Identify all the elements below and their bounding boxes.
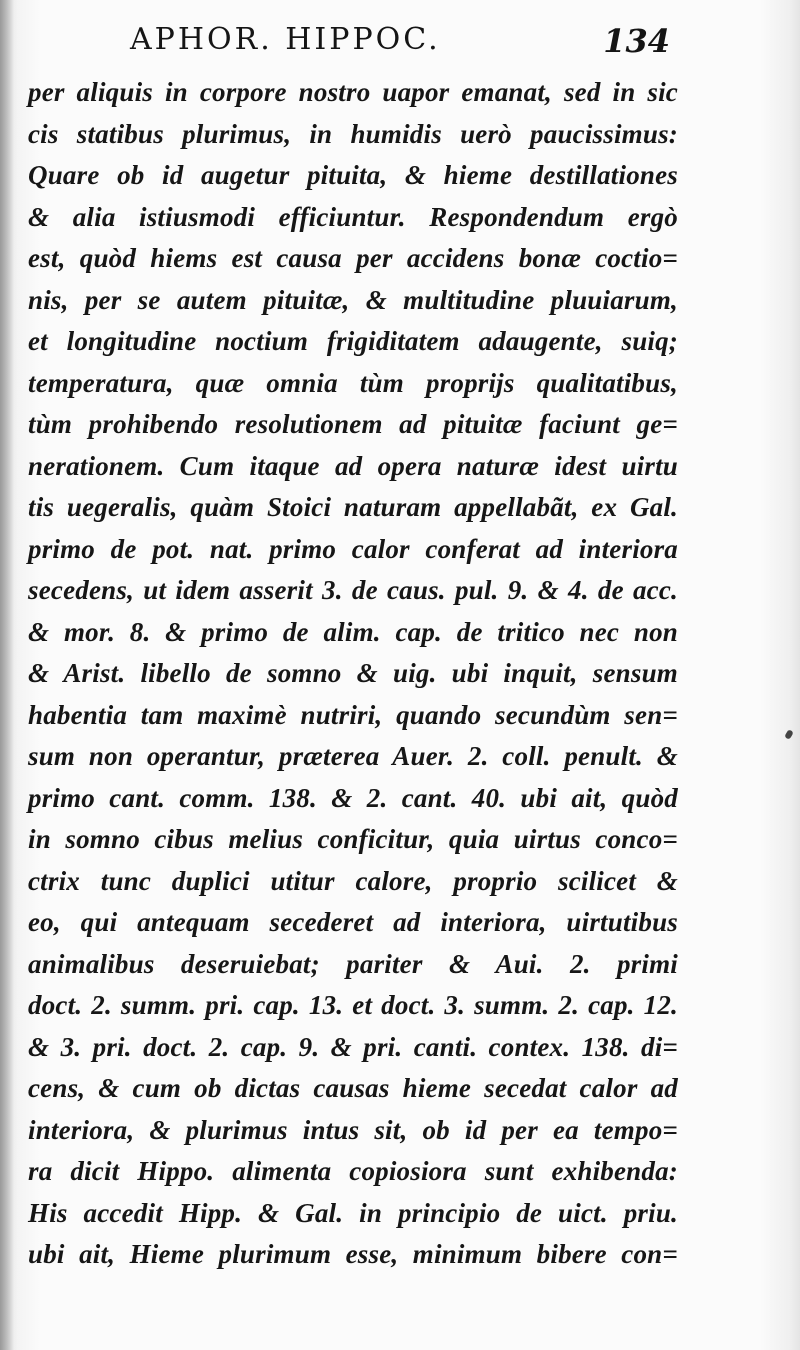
text-line: interiora, & plurimus intus sit, ob id per ea tempo= — [28, 1114, 678, 1145]
text-line: secedens, ut idem asserit 3. de caus. pul. 9. & 4. de acc. — [28, 575, 678, 605]
text-line: in somno cibus melius conficitur, quia uirtus conco= — [28, 824, 678, 854]
running-head: APHOR. HIPPOC. — [130, 22, 441, 57]
text-line: sum non operantur, præterea Auer. 2. coll. penult. & — [28, 741, 678, 771]
margin-ink-spot — [784, 729, 794, 740]
text-line: temperatura, quæ omnia tùm proprijs qualitatibus, — [28, 367, 678, 398]
text-line: doct. 2. summ. pri. cap. 13. et doct. 3. summ. 2. cap. 12. — [28, 990, 678, 1020]
text-line: tùm prohibendo resolutionem ad pituitæ faciunt ge= — [28, 409, 678, 439]
text-line: nerationem. Cum itaque ad opera naturæ idest uirtu — [28, 450, 678, 481]
page-header — [130, 22, 670, 68]
text-line: nis, per se autem pituitæ, & multitudine pluuiarum, — [28, 284, 678, 315]
text-line: & Arist. libello de somno & uig. ubi inquit, sensum — [28, 658, 678, 688]
text-line: per aliquis in corpore nostro uapor emanat, sed in sic — [28, 77, 678, 107]
text-line: His accedit Hipp. & Gal. in principio de uict. priu. — [28, 1197, 678, 1228]
text-line: cens, & cum ob dictas causas hieme secedat calor ad — [28, 1073, 678, 1103]
text-line: & 3. pri. doct. 2. cap. 9. & pri. canti. contex. 138. di= — [28, 1031, 678, 1062]
text-line: ctrix tunc duplici utitur calore, proprio scilicet & — [28, 865, 678, 896]
text-line: habentia tam maximè nutriri, quando secundùm sen= — [28, 699, 678, 730]
text-line: & mor. 8. & primo de alim. cap. de tritico nec non — [28, 616, 678, 647]
text-line: eo, qui antequam secederet ad interiora, uirtutibus — [28, 907, 678, 937]
text-line: ra dicit Hippo. alimenta copiosiora sunt exhibenda: — [28, 1156, 678, 1186]
text-line: & alia istiusmodi efficiuntur. Respondendum ergò — [28, 201, 678, 232]
gutter-shadow — [0, 0, 14, 1350]
text-line: ubi ait, Hieme plurimum esse, minimum bibere con= — [28, 1239, 678, 1269]
page-number: 134 — [603, 22, 670, 60]
text-line: cis statibus plurimus, in humidis uerò paucissimus: — [28, 118, 678, 149]
text-line: et longitudine noctium frigiditatem adaugente, suiq; — [28, 326, 678, 356]
text-line: Quare ob id augetur pituita, & hieme destillationes — [28, 160, 678, 190]
body-text — [28, 72, 678, 1276]
text-line: animalibus deseruiebat; pariter & Aui. 2. primi — [28, 948, 678, 979]
text-line: tis uegeralis, quàm Stoici naturam appellabãt, ex Gal. — [28, 492, 678, 522]
text-line: primo de pot. nat. primo calor conferat ad interiora — [28, 533, 678, 564]
text-line: primo cant. comm. 138. & 2. cant. 40. ubi ait, quòd — [28, 782, 678, 813]
text-line: est, quòd hiems est causa per accidens bonæ coctio= — [28, 243, 678, 273]
